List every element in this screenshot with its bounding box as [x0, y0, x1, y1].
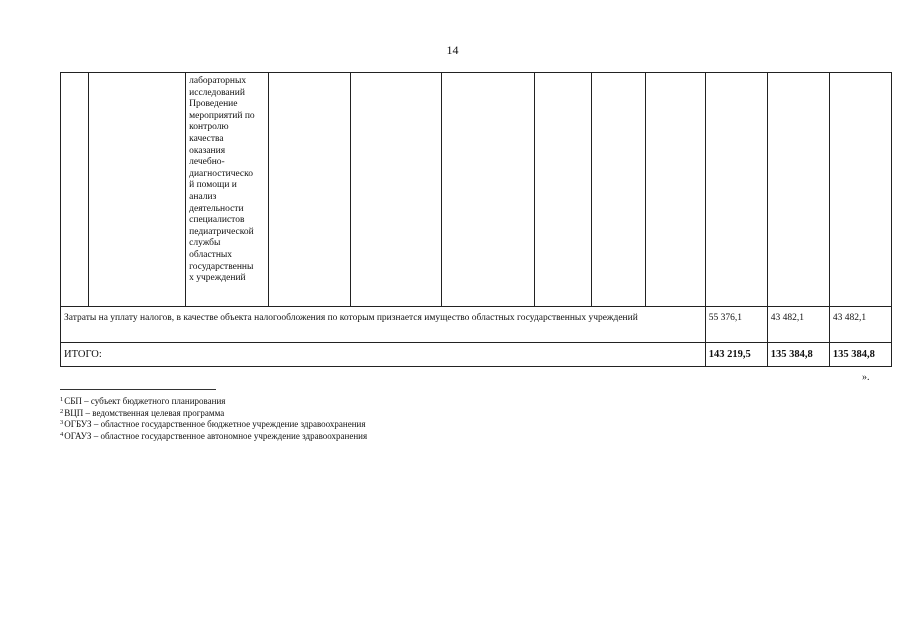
total-value: 135 384,8	[767, 343, 829, 367]
table-row-continuation	[61, 73, 892, 307]
footnote-number: 2	[60, 407, 64, 415]
activity-text: лабораторных исследований Проведение мероприятий по контролю качества оказания лечебно- диагностическо й помощи и анализ деятельности специалистов педиатрической службы областных государственны х учреждений	[189, 76, 255, 284]
footnote-text: ОГАУЗ – областное государственное автономное учреждение здравоохранения	[64, 430, 368, 441]
table-cell	[269, 73, 351, 307]
footnote	[60, 407, 367, 419]
tax-value: 55 376,1	[705, 307, 767, 343]
footnote-text: СБП – субъект бюджетного планирования	[64, 396, 226, 406]
table-cell	[442, 73, 534, 307]
footnote-text: ОГБУЗ – областное государственное бюджетное учреждение здравоохранения	[64, 419, 366, 429]
table-cell	[591, 73, 645, 307]
tax-value: 43 482,1	[767, 307, 829, 343]
total-label: ИТОГО:	[61, 343, 706, 367]
table-cell-activity	[186, 73, 269, 307]
footnotes	[60, 395, 367, 441]
budget-table	[60, 72, 892, 367]
total-value: 143 219,5	[705, 343, 767, 367]
footnote-divider	[60, 389, 216, 390]
table-row-total	[61, 343, 892, 367]
page-number: 14	[446, 43, 459, 57]
tax-label: Затраты на уплату налогов, в качестве объекта налогообложения по которым признается имущество областных государственных учреждений	[61, 307, 706, 343]
table-cell	[351, 73, 442, 307]
table-row-tax	[61, 307, 892, 343]
tax-value: 43 482,1	[829, 307, 891, 343]
total-value: 135 384,8	[829, 343, 891, 367]
table-cell	[829, 73, 891, 307]
closing-quote: ».	[862, 372, 870, 383]
table-cell	[645, 73, 705, 307]
footnote-text: ВЦП – ведомственная целевая программа	[64, 407, 225, 418]
table-cell	[534, 73, 591, 307]
footnote	[60, 395, 367, 407]
table-cell	[705, 73, 767, 307]
footnote-number: 4	[60, 430, 64, 438]
footnote	[60, 430, 367, 442]
footnote-number: 1	[60, 396, 64, 403]
table-cell	[89, 73, 186, 307]
table-cell	[61, 73, 89, 307]
table-cell	[767, 73, 829, 307]
footnote	[60, 418, 367, 430]
footnote-number: 3	[60, 419, 64, 426]
